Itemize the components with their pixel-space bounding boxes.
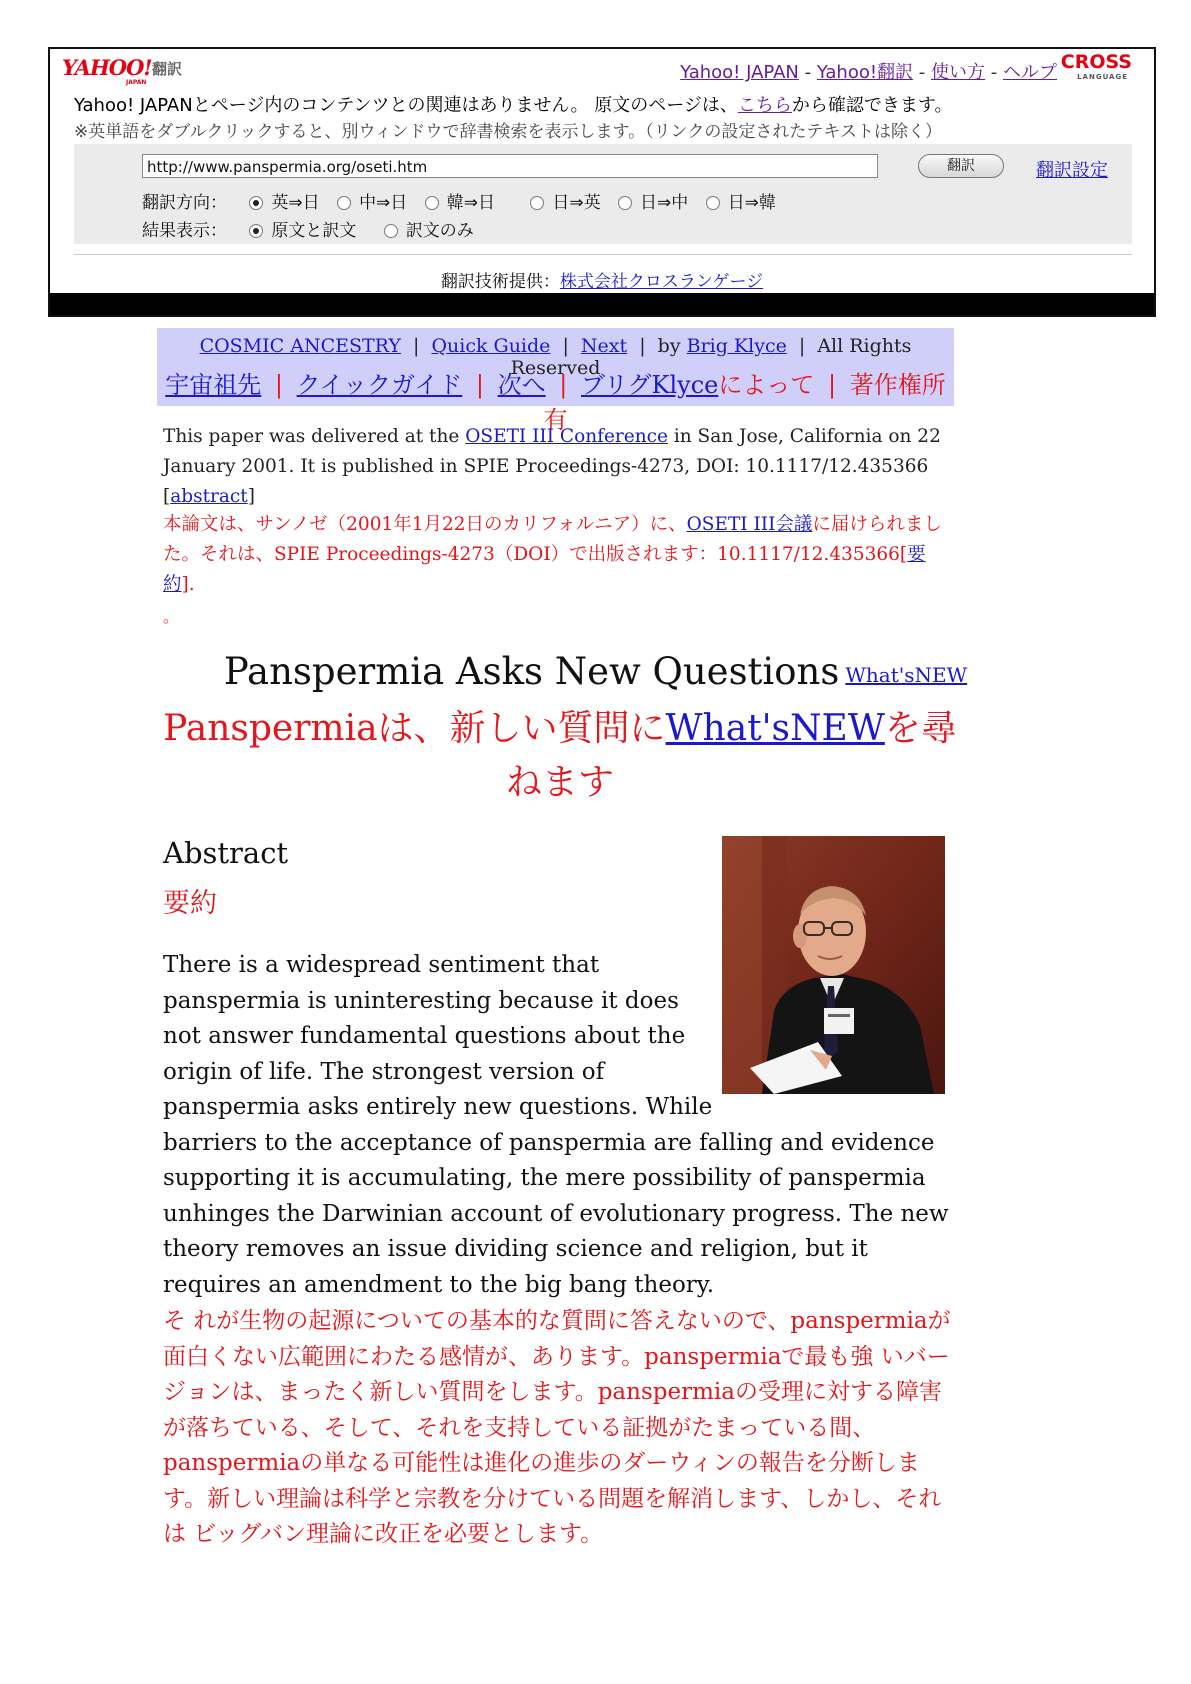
page-title: Panspermia Asks New Questions What'sNEW [223,650,968,693]
cross-language-logo: CROSS [1060,51,1132,73]
radio-selected-icon[interactable] [249,196,263,210]
url-input[interactable]: http://www.panspermia.org/oseti.htm [142,154,878,178]
whats-new-link[interactable]: What'sNEW [845,663,968,687]
cross-language-link[interactable]: 株式会社クロスランゲージ [559,272,764,292]
usage-link[interactable]: 使い方 [931,62,986,83]
nav-english: COSMIC ANCESTRY | Quick Guide | Next | by Brig Klyce | All Rights Reserved [199,335,912,379]
help-link[interactable]: ヘルプ [1003,62,1057,83]
nav-japanese: 宇宙祖先 | クイックガイド | 次へ | ブリグKlyceによって | 著作権所有 [165,371,946,434]
dictionary-notice: ※英単語をダブルクリックすると、別ウィンドウで辞書検索を表示します。（リンクの設定されたテキストは除く） [74,122,942,142]
abstract-english: There is a widespread sentiment that panspermia is uninteresting because it does not answer fundamental questions about the origin of life. The strongest version of panspermia asks entirely new questions. While barriers to the acceptance of panspermia are falling and evidence supporting it is accumulating, the mere possibility of panspermia unhinges the Darwinian account of evolutionary progress. The new theory removes an issue dividing science and religion, but it requires an amendment to the big bang theory. [163,948,953,1303]
nav-rights: All Rights Reserved [510,335,912,379]
direction-option-ja-zh[interactable]: 日⇒中 [618,188,688,213]
display-row [142,216,486,241]
display-option-both[interactable]: 原文と訳文 [249,216,356,241]
nav-ja-quick-guide[interactable]: クイックガイド [296,371,463,399]
original-page-link[interactable]: こちら [737,95,792,116]
nav-author[interactable]: Brig Klyce [686,335,787,357]
black-bar [50,293,1154,315]
radio-icon[interactable] [530,196,544,210]
nav-next[interactable]: Next [580,335,628,357]
yahoo-logo[interactable]: YAHOO! [62,55,152,80]
nav-ja-author[interactable]: ブリグKlyce [580,371,719,399]
direction-label: 翻訳方向： [142,193,227,213]
yahoo-translate-link[interactable]: Yahoo!翻訳 [816,62,914,83]
nav-cosmic-ancestry[interactable]: COSMIC ANCESTRY [199,335,401,357]
translate-form [74,144,1132,244]
cross-language-logo-sub: LANGUAGE [1077,73,1128,81]
photo-float-space [715,948,953,1098]
disclaimer-notice: Yahoo! JAPANとページ内のコンテンツとの関連はありません。 原文のページは、こちらから確認できます。 [74,95,953,116]
yahoo-translate-frame [48,47,1156,317]
radio-icon[interactable] [618,196,632,210]
whats-new-link-ja[interactable]: What'sNEW [665,708,885,749]
abstract-heading: Abstract [163,836,289,870]
yahoo-logo-sub: JAPAN [126,79,147,86]
nav-ja-next[interactable]: 次へ [497,371,546,399]
divider [74,254,1132,255]
oseti-conference-link[interactable]: OSETI III Conference [465,426,668,447]
direction-option-ja-ko[interactable]: 日⇒韓 [706,188,776,213]
translate-settings-link[interactable]: 翻訳設定 [1036,160,1108,181]
direction-option-zh-ja[interactable]: 中⇒日 [337,188,407,213]
direction-option-ja-en[interactable]: 日⇒英 [530,188,600,213]
radio-icon[interactable] [337,196,351,210]
radio-icon[interactable] [706,196,720,210]
intro-japanese: 本論文は、サンノゼ（2001年1月22日のカリフォルニア）に、OSETI III会議に届けられました。それは、SPIE Proceedings-4273（DOI）で出版されます：10.1117/12.435366[要約]. [163,514,942,595]
abstract-link-ja[interactable]: 要約 [163,544,926,595]
abstract-heading-japanese: 要約 [163,888,217,919]
nav-quick-guide[interactable]: Quick Guide [431,335,551,357]
yahoo-japan-link[interactable]: Yahoo! JAPAN [680,62,799,83]
radio-icon[interactable] [384,224,398,238]
direction-row [142,188,788,213]
abstract-link[interactable]: abstract [170,486,248,507]
credit-line: 翻訳技術提供：株式会社クロスランゲージ [440,272,764,292]
display-label: 結果表示： [142,221,227,241]
direction-option-en-ja[interactable]: 英⇒日 [249,188,319,213]
oseti-conference-link-ja[interactable]: OSETI III会議 [686,514,813,535]
yahoo-top-links: Yahoo! JAPAN - Yahoo!翻訳 - 使い方 - ヘルプ [680,62,1057,83]
stray-period: 。 [163,607,180,626]
page-title-japanese: Panspermiaは、新しい質問にWhat'sNEWを尋ねます [163,708,957,803]
radio-icon[interactable] [425,196,439,210]
abstract-japanese: そ れが生物の起源についての基本的な質問に答えないので、panspermiaが面白くない広範囲にわたる感情が、あります。panspermiaで最も強 いバージョンは、まったく新しい質問をします。panspermiaの受理に対する障害が落ちている、そして、それを支持している証拠がたまっている間、 panspermiaの単なる可能性は進化の進歩のダーウィンの報告を分断します。新しい理論は科学と宗教を分けている問題を解消します、しかし、それは ビッグバン理論に改正を必要とします。 [163,1308,951,1547]
display-option-translation-only[interactable]: 訳文のみ [384,216,474,241]
yahoo-logo-label: 翻訳 [152,60,183,78]
site-nav [157,328,954,434]
translate-button[interactable]: 翻訳 [918,154,1004,178]
radio-selected-icon[interactable] [249,224,263,238]
direction-option-ko-ja[interactable]: 韓⇒日 [425,188,495,213]
nav-ja-cosmic-ancestry[interactable]: 宇宙祖先 [165,371,262,399]
intro-english: This paper was delivered at the OSETI III Conference in San Jose, California on 22 January 2001. It is published in SPIE Proceedings-4273, DOI: 10.1117/12.435366 [abstract] [163,426,941,507]
nav-ja-rights: 著作権所有 [543,371,946,434]
